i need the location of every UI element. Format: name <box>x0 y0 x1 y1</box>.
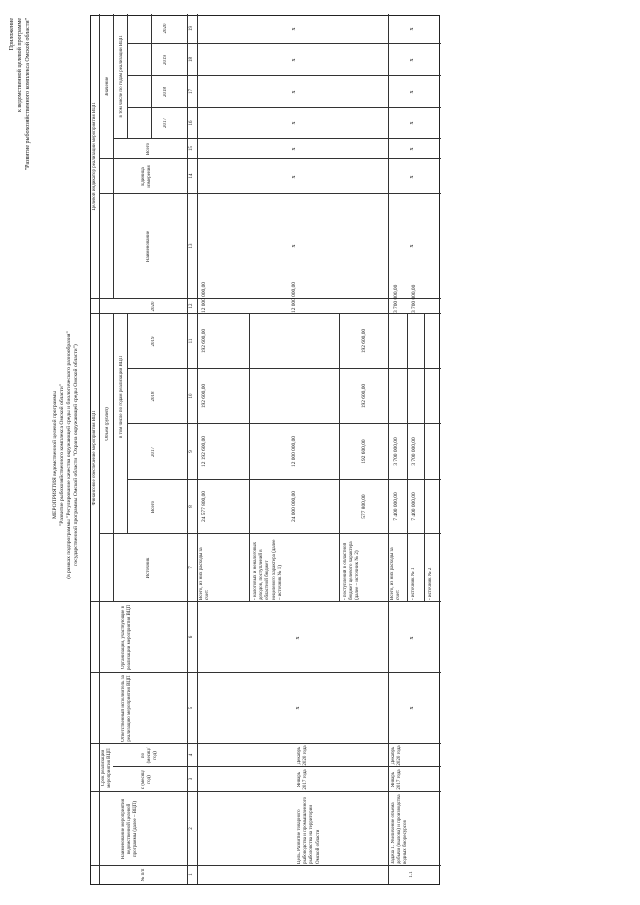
header-ind-by-years: в том числе по годам реализации ВЦП <box>119 35 124 118</box>
column-number: 1 <box>189 873 194 876</box>
table-line <box>339 314 340 602</box>
appendix-line: "Развитие рыбохозяйственного комплекса Омской области" <box>25 18 31 171</box>
table-line <box>424 314 425 602</box>
column-number: 18 <box>189 57 194 62</box>
task-ind-total: х <box>409 147 415 151</box>
table-line <box>127 368 441 369</box>
column-number: 4 <box>189 753 194 757</box>
header-ind-year: 2020 <box>163 23 168 34</box>
goal-2019-2: 192 600,00 <box>361 328 367 354</box>
goal-2017-2: 192 600,00 <box>361 439 367 464</box>
column-number: 13 <box>189 243 194 249</box>
table-line <box>151 14 152 139</box>
table-line <box>91 865 441 866</box>
table-line <box>91 601 441 602</box>
task-ind-2018: х <box>409 90 415 94</box>
goal-term-from: Январь 2017 года <box>297 769 309 790</box>
header-year: 2018 <box>151 391 156 402</box>
task-source-1: - источник № 1 <box>411 567 416 600</box>
table-line <box>127 43 441 44</box>
goal-participants: х <box>295 636 301 640</box>
task-2017-all: 3 700 000,00 <box>393 437 399 466</box>
column-number: 7 <box>189 566 194 569</box>
column-number: 16 <box>189 120 194 126</box>
column-number: 5 <box>189 706 194 710</box>
task-term-from: Январь 2017 года <box>391 769 403 790</box>
table-line <box>113 766 441 767</box>
table-line <box>113 14 114 299</box>
header-ind-year: 2017 <box>163 118 168 128</box>
goal-ind-unit: х <box>291 175 297 179</box>
goal-ind-2017: х <box>291 121 297 125</box>
header-unit: Единица измерения <box>141 165 153 188</box>
table-line <box>91 313 441 314</box>
task-num: 1.1 <box>409 871 414 878</box>
column-number: 9 <box>189 450 194 453</box>
task-total-1: 7 400 000,00 <box>411 492 417 521</box>
appendix-line: Приложение <box>9 18 15 51</box>
task-executor: х <box>409 706 415 710</box>
goal-total-2: 577 800,00 <box>361 494 367 519</box>
goal-total-1: 24 000 000,00 <box>291 491 297 522</box>
goal-ind-2019: х <box>291 58 297 62</box>
task-ind-2017: х <box>409 121 415 125</box>
goal-2020-1: 12 000 000,00 <box>291 282 297 313</box>
table-line <box>91 791 441 792</box>
table-line <box>113 138 441 139</box>
goal-total-all: 24 577 800,00 <box>201 491 207 522</box>
goal-term-to: Декабрь 2020 года <box>297 745 309 766</box>
task-2017-1: 3 700 000,00 <box>411 437 417 466</box>
table-line <box>91 298 441 299</box>
header-source: Источник <box>146 557 151 579</box>
task-source-all: Всего, из них расходы за счет: <box>390 547 402 600</box>
header-term: Срок реализации мероприятия ВЦП <box>101 748 113 788</box>
table-line <box>99 533 441 534</box>
task-participants: х <box>409 636 415 640</box>
header-year: 2017 <box>151 447 156 457</box>
table-line <box>99 14 100 884</box>
column-number: 6 <box>189 635 194 639</box>
table-line <box>91 743 441 744</box>
column-number: 8 <box>189 505 194 508</box>
header-by-years: в том числе по годам реализации ВЦП <box>119 355 124 439</box>
goal-source-all: Всего, из них расходы за счет: <box>199 547 211 600</box>
header-term-from: с (месяц/год) <box>141 769 153 790</box>
title-line: (в рамках подпрограммы "Регулирование качества окружающей среды и биологического разнообразия" <box>66 331 72 579</box>
header-year: 2019 <box>151 336 156 347</box>
goal-2017-1: 12 000 000,00 <box>291 436 297 467</box>
table-line <box>249 314 250 602</box>
header-name: Наименование мероприятия ведомственной целевой программы (далее – ВЦП) <box>121 798 139 860</box>
task-ind-2020: х <box>409 27 415 31</box>
task-2020-1: 3 700 000,00 <box>411 284 417 313</box>
header-finance-group: Финансовое обеспечение мероприятия ВЦП <box>92 410 97 506</box>
table-line <box>91 672 441 673</box>
table-line <box>99 193 441 194</box>
goal-ind-2020: х <box>291 27 297 31</box>
task-ind-unit: х <box>409 175 415 179</box>
table-line <box>197 14 198 884</box>
table-line <box>113 314 114 602</box>
column-number: 10 <box>189 393 194 399</box>
table-line <box>187 14 188 884</box>
table-line <box>127 314 128 534</box>
header-year: 2020 <box>151 301 156 312</box>
task-ind-name: х <box>409 244 415 248</box>
title-line: МЕРОПРИЯТИЯ ведомственной целевой программы <box>52 391 58 519</box>
goal-executor: х <box>295 706 301 710</box>
goal-source-2: - поступлений в областной бюджет целевого характера (далее – источник № 2) <box>343 541 361 600</box>
task-source-2: - источник № 2 <box>428 567 433 600</box>
table-line <box>388 14 389 884</box>
appendix-line: к ведомственной целевой программе <box>17 18 23 113</box>
column-number: 19 <box>189 26 194 31</box>
measures-table <box>90 15 440 885</box>
task-2020-all: 3 700 000,00 <box>393 284 399 313</box>
task-ind-2019: х <box>409 58 415 62</box>
table-line <box>127 75 441 76</box>
table-line <box>99 158 441 159</box>
appendix-note <box>8 18 32 338</box>
header-participants: Организации, участвующие в реализации мероприятия ВЦП <box>121 604 133 671</box>
title-line: "Развитие рыбохозяйственного комплекса Омской области" <box>59 383 65 527</box>
document-title <box>52 215 80 695</box>
header-ind-total: Всего <box>146 142 151 156</box>
table-line <box>407 314 408 602</box>
column-number: 12 <box>189 303 194 309</box>
header-ind-year: 2018 <box>163 87 168 97</box>
goal-2020-all: 12 000 000,00 <box>201 282 207 313</box>
header-num: № п/п <box>141 868 146 882</box>
column-number: 2 <box>189 827 194 830</box>
header-volume: Объем (рублей) <box>105 407 110 441</box>
column-number: 14 <box>189 173 194 179</box>
goal-ind-total: х <box>291 147 297 151</box>
header-term-to: по (месяц/год) <box>141 747 159 764</box>
header-executor: Ответственный исполнитель за реализацию мероприятия ВЦП <box>121 675 133 742</box>
header-total: Всего <box>151 500 156 514</box>
goal-2018-all: 192 600,00 <box>201 383 207 409</box>
goal-2019-all: 192 600,00 <box>201 328 207 354</box>
header-ind-name: Наименование <box>146 230 151 263</box>
goal-ind-name: х <box>291 244 297 248</box>
goal-name: Цель. Развитие товарного рыбоводства и промышленного рыболовства на территории Омской области <box>297 796 321 864</box>
table-line <box>127 14 128 139</box>
goal-2017-all: 12 192 600,00 <box>201 436 207 467</box>
column-number: 11 <box>189 338 194 344</box>
goal-ind-2018: х <box>291 90 297 94</box>
task-term-to: Декабрь 2020 года <box>391 745 403 766</box>
header-value: Значение <box>105 76 110 97</box>
goal-2018-2: 192 600,00 <box>361 383 367 409</box>
column-number: 3 <box>189 777 194 781</box>
title-line: государственной программы Омской области "Охрана окружающей среды Омской области") <box>73 344 79 566</box>
column-number: 17 <box>189 89 194 94</box>
header-indicator-group: Целевой индикатор реализации мероприятия ВЦП <box>92 102 97 211</box>
header-ind-year: 2019 <box>163 55 168 65</box>
table-line <box>127 107 441 108</box>
task-name: Задача 1. Увеличение объема добычи (вылова) и производства водных биоресурсов <box>391 794 409 864</box>
goal-source-1: - налоговых и неналоговых доходов, поступлений в областной бюджет нецелевого характера (далее – источник № 1) <box>253 539 283 600</box>
column-number: 15 <box>189 146 194 151</box>
task-total-all: 7 400 000,00 <box>393 492 399 521</box>
